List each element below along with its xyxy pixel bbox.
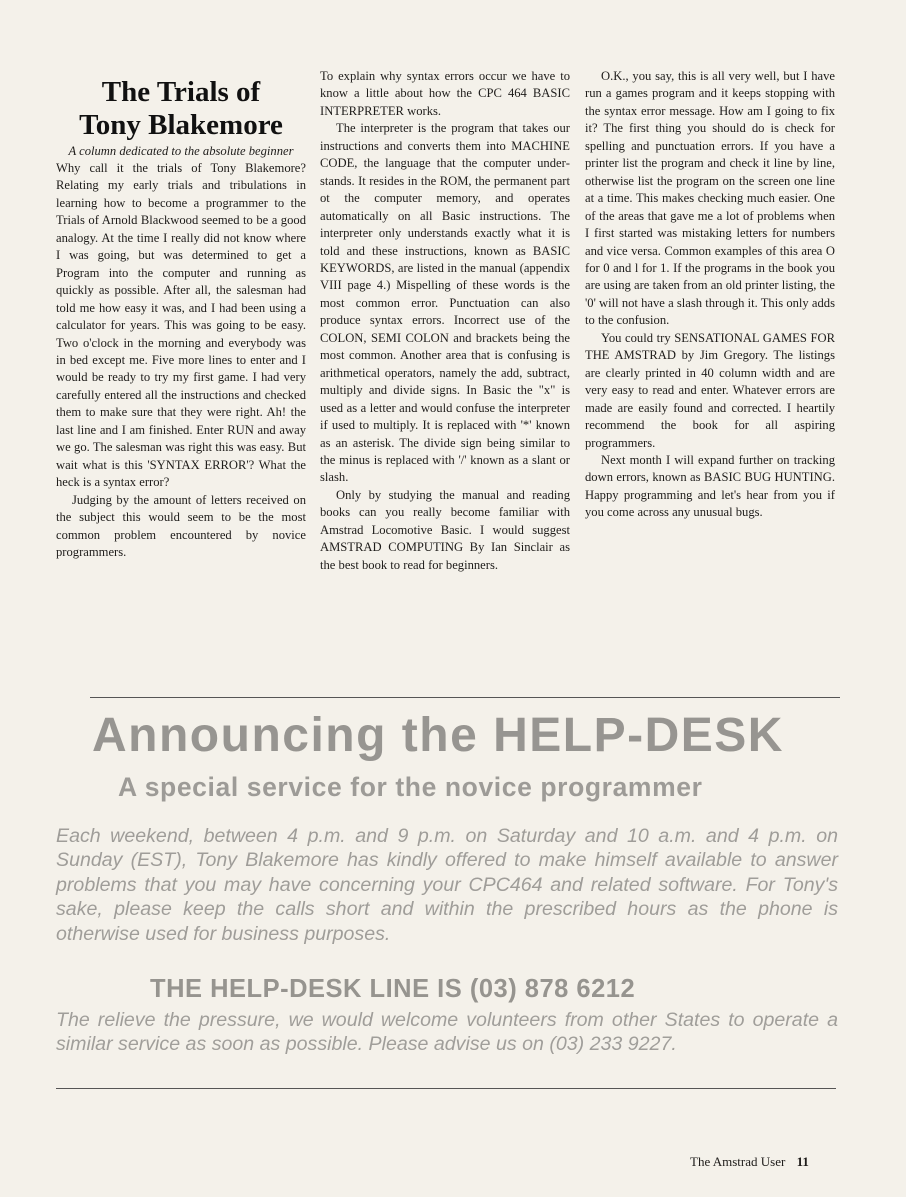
publication-name: The Amstrad User <box>690 1154 786 1169</box>
volunteer-appeal: The relieve the pressure, we would welcome volunteers from other States to operate a similar service as soon as possible. Please advise us on (03) 233 9227. <box>56 1009 838 1056</box>
article-paragraph: Only by studying the manual and reading books can you really become familiar with Amstrad Locomotive Basic. I would suggest AMSTRAD COMPUTING By Ian Sinclair as the best book to read for beginners. <box>320 487 570 572</box>
article-paragraph: To explain why syntax errors occur we have to know a little about how the CPC 464 BASIC INTERPRETER works. <box>320 69 570 118</box>
page-footer <box>690 1154 850 1170</box>
article-title <box>56 76 306 142</box>
article-column-3 <box>585 68 835 522</box>
announcement-body: Each weekend, between 4 p.m. and 9 p.m. on Saturday and 10 a.m. and 4 p.m. on Sunday (EST), Tony Blakemore has kindly offered to make himself available to answer problems that you may have concerning your CPC464 and related software. For Tony's sake, please keep the calls short and within the prescribed hours as the phone is otherwise used for business purposes. <box>56 825 838 945</box>
article-title-line-1: The Trials of <box>101 76 261 108</box>
section-divider-top <box>90 697 840 698</box>
article-paragraph: Why call it the trials of Tony Blakemore? Relating my early trials and tribulations in learning how to become a programmer to the Trials of Arnold Blackwood seemed to be a good analogy. At the time I really did not know where I was going, but was determined to get a Program into the computer and running as quickly as possible. After all, the salesman had told me how easy it was, and I had been using a calculator for years. This was going to be easy. Two o'clock in the morning and everybody was in bed except me. Five more lines to enter and I would be ready to try my first game. I had very carefully entered all the instructions and checked them to make sure that they were right. Ah! the last line and I am finished. Enter RUN and away we go. The salesman was right this was easy. But wait what is this 'SYNTAX ERROR'? What the heck is a syntax error? <box>56 161 306 490</box>
article-paragraph: Next month I will expand further on tracking down errors, known as BASIC BUG HUNTING. Happy programming and let's hear from you if you come across any unusual bugs. <box>585 452 835 520</box>
article-paragraph: The interpreter is the program that takes our instructions and converts them into MACHINE CODE, the language that the computer understands. It resides in the ROM, the permanent part ot the computer memory, and operates automatically on all Basic instructions. The interpreter only understands exactly what it is told and these instructions, known as BASIC KEYWORDS, are listed in the manual (appendix VIII page 4.) Mispelling of these words is the most common error. Punctuation can also produce syntax errors. Incorrect use of the COLON, SEMI COLON and brackets being the most common. Another area that is confusing is arithmetical operators, namely the add, subtract, multiply and divide signs. In Basic the "x" is used as a letter and would confuse the interpreter if used to multiply. It is replaced with '*' known as an asterisk. The divide sign being similar to the minus is replaced with '/' known as a slant or slash. <box>320 121 570 485</box>
announcement-subheadline: A special service for the novice programmer <box>118 772 703 802</box>
article-subtitle: A column dedicated to the absolute beginner <box>68 144 294 158</box>
article-column-2 <box>320 68 570 574</box>
article-title-line-2: Tony Blakemore <box>79 109 283 141</box>
article-paragraph: You could try SENSATIONAL GAMES FOR THE AMSTRAD by Jim Gregory. The listings are clearly printed in 40 column width and are very easy to read and enter. Whatever errors are made are easily found and corrected. I heartily recommend the book for all aspiring programmers. <box>585 330 835 450</box>
page-number: 11 <box>796 1154 809 1169</box>
announcement-headline: Announcing the HELP-DESK <box>92 709 784 762</box>
section-divider-bottom <box>56 1088 836 1089</box>
article-column-1 <box>56 66 306 561</box>
helpdesk-phone-line: THE HELP-DESK LINE IS (03) 878 6212 <box>150 975 636 1003</box>
article-paragraph: Judging by the amount of letters received on the subject this would seem to be the most common problem encountered by novice programmers. <box>56 492 306 559</box>
article-paragraph: O.K., you say, this is all very well, but I have run a games program and it keeps stopping with the syntax error message. How am I going to fix it? The first thing you should do is check for spelling and punctuation errors. If you have a printer list the program and check it line by line, otherwise list the program on the screen one line at a time. This makes checking much easier. One of the areas that gave me a lot of problems when I first started was mistaking letters for numbers and vice versa. Common examples of this area O for 0 and l for 1. If the programs in the book you are using are taken from an old printer listing, the '0' will not have a slash through it. This only adds to the confusion. <box>585 69 835 328</box>
